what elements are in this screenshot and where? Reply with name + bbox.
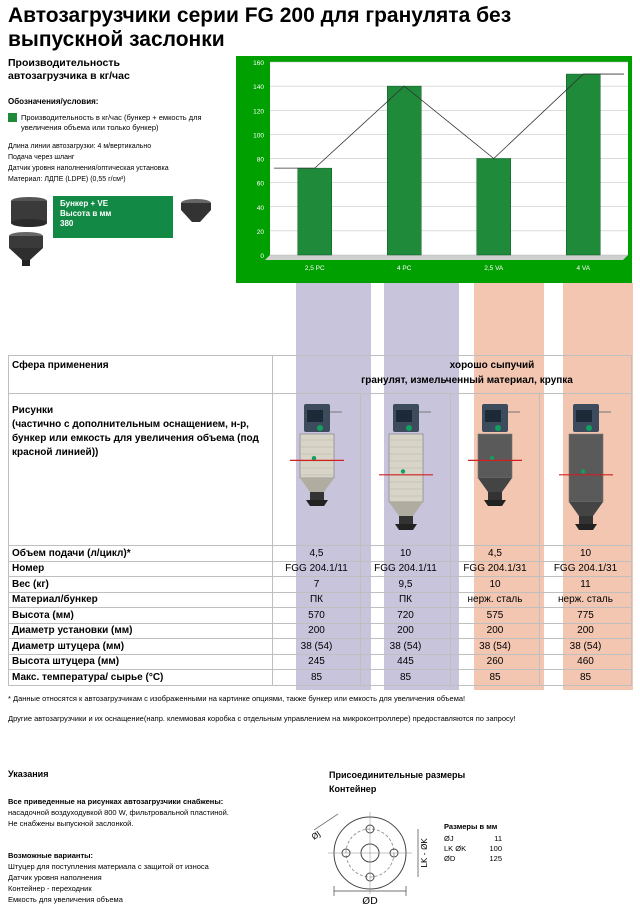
chart-bar	[477, 159, 511, 256]
row-label: Высота (мм)	[9, 608, 273, 624]
row-value: 200	[451, 623, 540, 639]
chart-y-tick-label: 140	[253, 84, 264, 92]
row-value: 4,5	[451, 546, 540, 562]
notes-equipped-heading: Все приведенные на рисунках автозагрузчики снабжены:	[8, 797, 224, 806]
legend-item-line-1: Производительность в кг/час (бункер + емкость для	[21, 113, 202, 122]
row-value: FGG 204.1/11	[273, 561, 361, 577]
hopper-info-line-1: Бункер + VE	[60, 199, 109, 208]
chart-frame	[236, 56, 632, 283]
size-name: LK ØK	[444, 844, 467, 853]
row-value: ПК	[273, 592, 361, 608]
chart-floor	[265, 255, 628, 260]
spec-table	[8, 355, 632, 686]
hopper-info-line-2: Высота в мм	[60, 209, 112, 218]
row-value: 575	[451, 608, 540, 624]
row-label: Высота штуцера (мм)	[9, 654, 273, 670]
application-value	[273, 356, 632, 394]
notes-option-item: Штуцер для поступления материала с защитой от износа	[8, 862, 209, 871]
legend-swatch-icon	[8, 113, 17, 122]
row-value: 38 (54)	[451, 639, 540, 655]
row-value: 38 (54)	[361, 639, 451, 655]
row-value: 200	[361, 623, 451, 639]
page-title: Автозагрузчики серии FG 200 для гранулята без выпускной заслонки	[8, 4, 512, 51]
size-row	[444, 854, 502, 864]
condition-item: Материал: ЛДПЕ (LDPE) (0,55 г/см³)	[8, 176, 126, 183]
footnote-1: * Данные относятся к автозагрузчикам с изображенными на картинке опциями, также бункер или емкость для увеличения объема!	[8, 694, 466, 703]
row-label: Номер	[9, 561, 273, 577]
table-row	[9, 577, 632, 593]
hopper-small-icon	[178, 198, 214, 228]
footnote-2: Другие автозагрузчики и их оснащение(напр. клеммовая коробка с отдельным управлением на микроконтроллере) предоставляются по запросу!	[8, 714, 516, 723]
loader-image	[371, 400, 441, 540]
row-value: нерж. сталь	[451, 592, 540, 608]
size-name: ØD	[444, 854, 456, 863]
productivity-heading	[8, 57, 130, 83]
pictures-label: Рисунки (частично с дополнительным оснащением, н-р, бункер или емкость для увеличения объема (под красной линией))	[9, 394, 273, 546]
row-label: Вес (кг)	[9, 577, 273, 593]
row-value: 200	[540, 623, 632, 639]
loader-image	[282, 400, 352, 540]
chart-x-tick-label: 2,5 PC	[304, 265, 325, 272]
drawing-label-d: ØD	[362, 896, 378, 907]
row-value: 38 (54)	[273, 639, 361, 655]
loader-image	[460, 400, 530, 540]
table-row	[9, 623, 632, 639]
row-value: 460	[540, 654, 632, 670]
chart-y-tick-label: 0	[260, 253, 264, 260]
row-value: 445	[361, 654, 451, 670]
productivity-heading-line-1: Производительность	[8, 57, 120, 69]
condition-item: Длина линии автозагрузки: 4 м/вертикально	[8, 143, 152, 150]
condition-item: Датчик уровня наполнения/оптическая установка	[8, 165, 169, 172]
hopper-info-box	[53, 196, 173, 238]
table-row	[9, 592, 632, 608]
notes-option-item: Емкость для увеличения объема	[8, 895, 123, 904]
productivity-chart	[236, 56, 632, 283]
table-row	[9, 670, 632, 686]
row-value: 10	[540, 546, 632, 562]
application-label: Сфера применения	[9, 356, 273, 394]
row-value: 85	[361, 670, 451, 686]
chart-bar	[387, 86, 421, 255]
hopper-funnel-icon	[6, 230, 46, 268]
chart-x-tick-label: 2,5 VA	[484, 265, 504, 272]
size-name: ØJ	[444, 834, 454, 843]
row-label: Объем подачи (л/цикл)*	[9, 546, 273, 562]
notes-option-item: Датчик уровня наполнения	[8, 873, 102, 882]
table-row	[9, 654, 632, 670]
loader-image-cell	[540, 394, 632, 546]
row-value: 775	[540, 608, 632, 624]
sizes-table	[444, 822, 502, 864]
row-value: FGG 204.1/11	[361, 561, 451, 577]
drawing-label-lk: LK - ØK	[420, 838, 429, 868]
drawing-label-j: ØJ	[310, 829, 323, 842]
table-row	[9, 546, 632, 562]
loader-image-cell	[273, 394, 361, 546]
sizes-heading: Размеры в мм	[444, 822, 498, 831]
chart-x-tick-label: 4 PC	[397, 265, 412, 272]
size-value: 100	[489, 844, 502, 853]
row-value: 9,5	[361, 577, 451, 593]
row-value: 4,5	[273, 546, 361, 562]
chart-y-tick-label: 40	[256, 204, 264, 212]
legend-item-line-2: увеличения объема или только бункер)	[21, 123, 159, 132]
notes-equipped-item: насадочной воздуходувкой 800 W, фильтровальной пластиной.	[8, 808, 229, 817]
row-value: 245	[273, 654, 361, 670]
loader-image-cell	[361, 394, 451, 546]
loader-image-cell	[451, 394, 540, 546]
chart-y-tick-label: 80	[256, 156, 264, 164]
row-value: 85	[273, 670, 361, 686]
table-row	[9, 608, 632, 624]
notes-options	[8, 850, 308, 905]
row-value: 11	[540, 577, 632, 593]
row-label: Диаметр установки (мм)	[9, 623, 273, 639]
row-value: 7	[273, 577, 361, 593]
legend-heading: Обозначения/условия:	[8, 97, 99, 106]
loader-image	[551, 400, 621, 540]
condition-item: Подача через шланг	[8, 154, 75, 161]
table-row-application	[9, 356, 632, 394]
application-value-line-2: гранулят, измельченный материал, крупка	[361, 375, 573, 386]
table-row-pictures	[9, 394, 632, 546]
row-value: 720	[361, 608, 451, 624]
chart-bar	[566, 74, 600, 255]
row-value: 38 (54)	[540, 639, 632, 655]
row-value: FGG 204.1/31	[540, 561, 632, 577]
notes-option-item: Контейнер - переходник	[8, 884, 92, 893]
table-row	[9, 561, 632, 577]
notes-options-heading: Возможные варианты:	[8, 851, 94, 860]
notes-heading: Указания	[8, 769, 49, 779]
connection-heading	[329, 768, 465, 796]
row-value: 260	[451, 654, 540, 670]
conditions-list	[8, 141, 236, 185]
connection-heading-line-1: Присоединительные размеры	[329, 770, 466, 780]
hopper-cylinder-icon	[8, 196, 50, 230]
connection-heading-line-2: Контейнер	[329, 784, 377, 794]
notes-equipped	[8, 796, 308, 829]
size-value: 125	[489, 854, 502, 863]
productivity-heading-line-2: автозагрузчика в кг/час	[8, 70, 130, 82]
row-value: 85	[540, 670, 632, 686]
size-value: 11	[494, 834, 502, 843]
chart-y-tick-label: 100	[253, 132, 264, 140]
chart-x-tick-label: 4 VA	[576, 265, 591, 272]
legend-item	[8, 113, 236, 133]
flange-drawing	[310, 800, 440, 909]
row-label: Макс. температура/ сырье (°C)	[9, 670, 273, 686]
row-value: 200	[273, 623, 361, 639]
chart-bar	[298, 168, 332, 255]
row-value: FGG 204.1/31	[451, 561, 540, 577]
row-value: 85	[451, 670, 540, 686]
chart-y-tick-label: 20	[256, 228, 264, 236]
application-value-line-1: хорошо сыпучий	[449, 360, 535, 371]
row-label: Материал/бункер	[9, 592, 273, 608]
row-value: 10	[451, 577, 540, 593]
row-label: Диаметр штуцера (мм)	[9, 639, 273, 655]
chart-y-tick-label: 160	[253, 60, 264, 67]
row-value: 10	[361, 546, 451, 562]
chart-y-tick-label: 60	[256, 180, 264, 188]
table-row	[9, 639, 632, 655]
row-value: нерж. сталь	[540, 592, 632, 608]
size-row	[444, 844, 502, 854]
size-row	[444, 834, 502, 844]
hopper-info-line-3: 380	[60, 219, 74, 228]
row-value: ПК	[361, 592, 451, 608]
row-value: 570	[273, 608, 361, 624]
chart-y-tick-label: 120	[253, 108, 264, 116]
notes-equipped-item: Не снабжены выпускной заслонкой.	[8, 819, 134, 828]
